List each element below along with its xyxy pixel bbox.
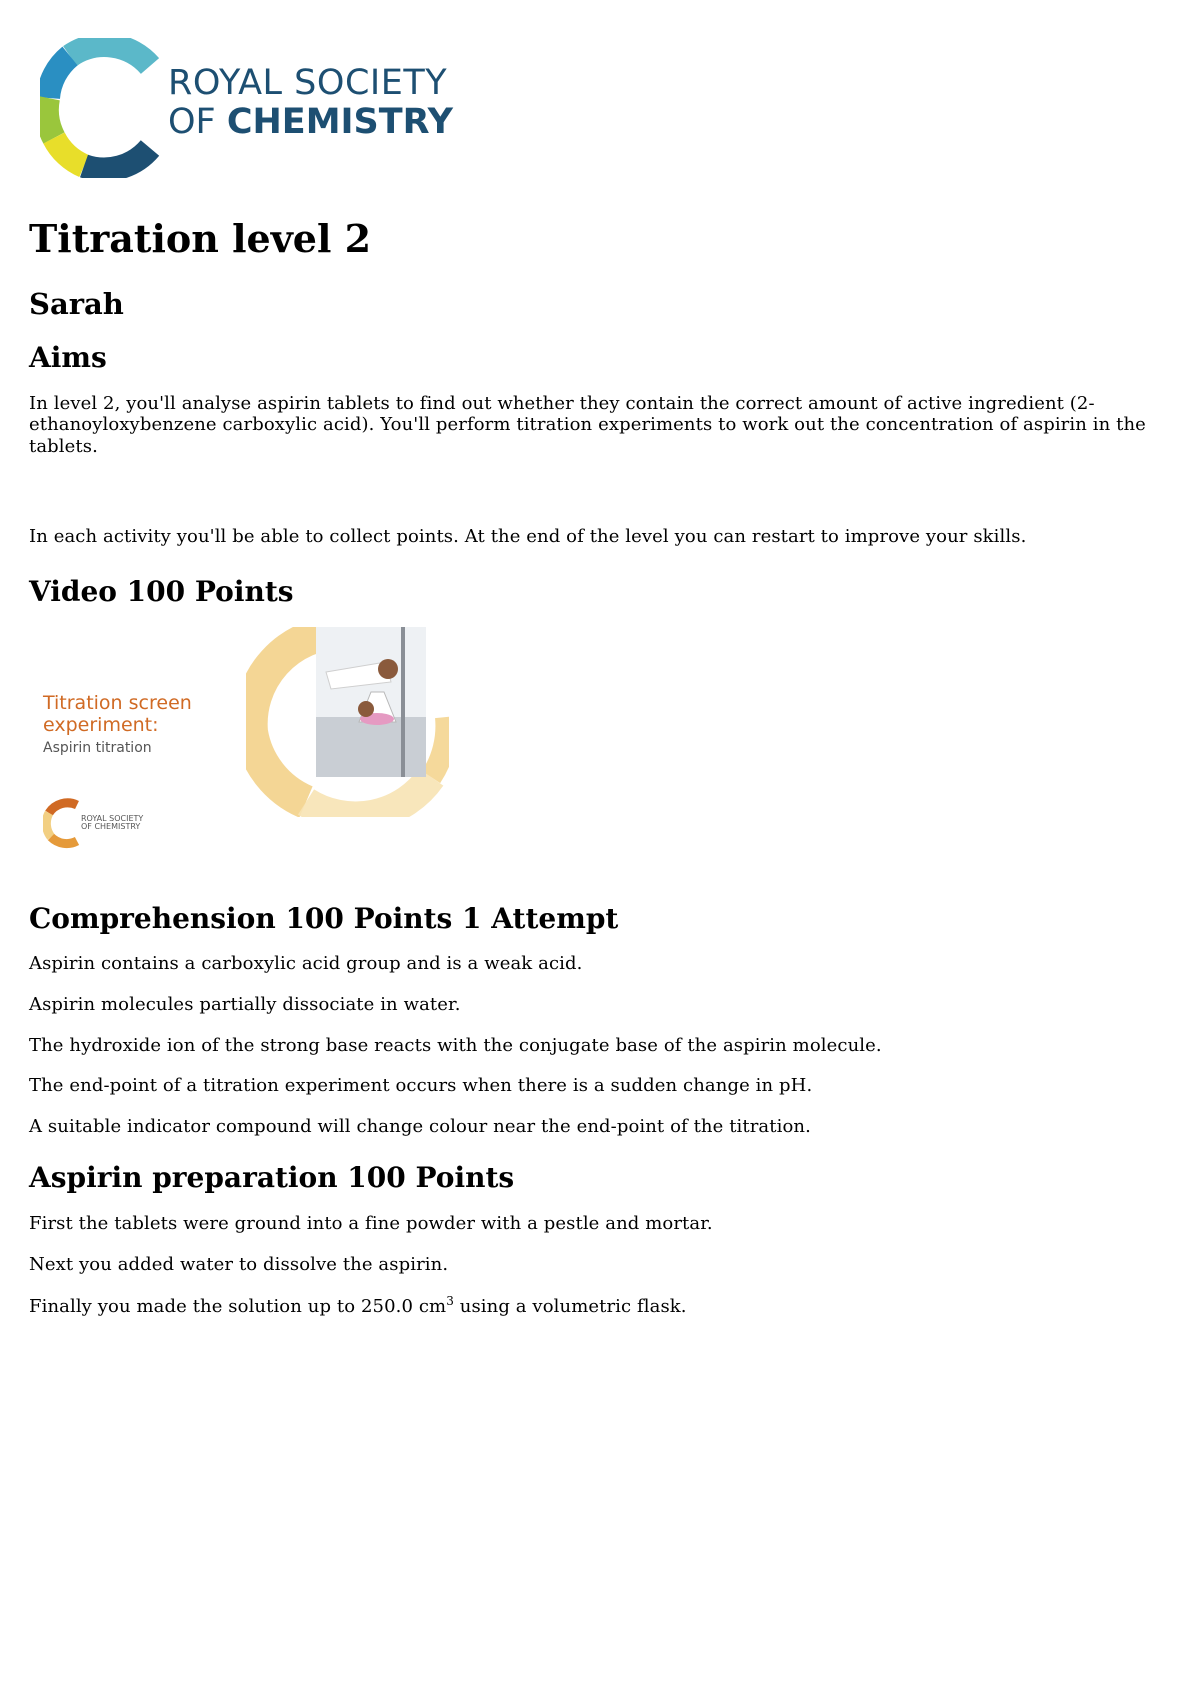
aims-paragraph-1: In level 2, you'll analyse aspirin tablets to find out whether they contain the correct amount of active ingredient (2-ethanoyloxybenzene carboxylic acid). You'll perform titration experiments to work out the concentration of aspirin in the tablets. [29, 392, 1146, 458]
comprehension-item: Aspirin contains a carboxylic acid group and is a weak acid. [29, 953, 583, 975]
video-title-line2: experiment: [43, 713, 159, 736]
comprehension-heading: Comprehension 100 Points 1 Attempt [29, 901, 619, 935]
logo-line2-bold: CHEMISTRY [226, 102, 454, 142]
preparation-item-final [29, 1294, 1159, 1318]
preparation-list [29, 1213, 1159, 1318]
rsc-logo-wordmark [168, 63, 454, 142]
comprehension-item: The hydroxide ion of the strong base reacts with the conjugate base of the aspirin molecule. [29, 1034, 882, 1056]
aims-paragraph-2: In each activity you'll be able to collect points. At the end of the level you can restart to improve your skills. [29, 525, 1027, 547]
video-heading: Video 100 Points [29, 575, 294, 609]
rsc-small-logo-mark [43, 793, 83, 853]
video-logo-line2: OF CHEMISTRY [81, 822, 141, 832]
video-thumbnail[interactable] [29, 627, 449, 862]
video-thumbnail-title [43, 693, 192, 737]
aims-heading: Aims [29, 341, 107, 375]
logo-line2 [168, 102, 454, 142]
preparation-heading: Aspirin preparation 100 Points [29, 1161, 515, 1195]
preparation-item: First the tablets were ground into a fine powder with a pestle and mortar. [29, 1213, 713, 1235]
page-title: Titration level 2 [29, 216, 372, 261]
logo-line1: ROYAL SOCIETY [168, 63, 448, 103]
comprehension-item: The end-point of a titration experiment occurs when there is a sudden change in pH. [29, 1075, 813, 1097]
rsc-logo [40, 38, 520, 178]
preparation-final-prefix: Finally you made the solution up to 250.0 cm [29, 1296, 447, 1318]
student-name: Sarah [29, 286, 124, 321]
preparation-item: Next you added water to dissolve the aspirin. [29, 1253, 449, 1275]
video-logo-line1: ROYAL SOCIETY [81, 813, 144, 823]
comprehension-item: A suitable indicator compound will change colour near the end-point of the titration. [29, 1115, 811, 1137]
comprehension-item: Aspirin molecules partially dissociate in water. [29, 994, 461, 1016]
video-title-line1: Titration screen [43, 691, 192, 714]
rsc-logo-mark [40, 38, 170, 178]
logo-line2-prefix: OF [168, 102, 227, 142]
video-logo-wordmark [81, 815, 143, 832]
preparation-final-suffix: using a volumetric flask. [453, 1296, 687, 1318]
preparation-final-sup: 3 [446, 1294, 454, 1309]
comprehension-list [29, 953, 1159, 1137]
video-thumbnail-subtitle: Aspirin titration [43, 739, 152, 756]
document-content [29, 215, 1159, 1337]
titration-flask-illustration [246, 627, 449, 817]
video-thumbnail-logo [43, 793, 163, 855]
